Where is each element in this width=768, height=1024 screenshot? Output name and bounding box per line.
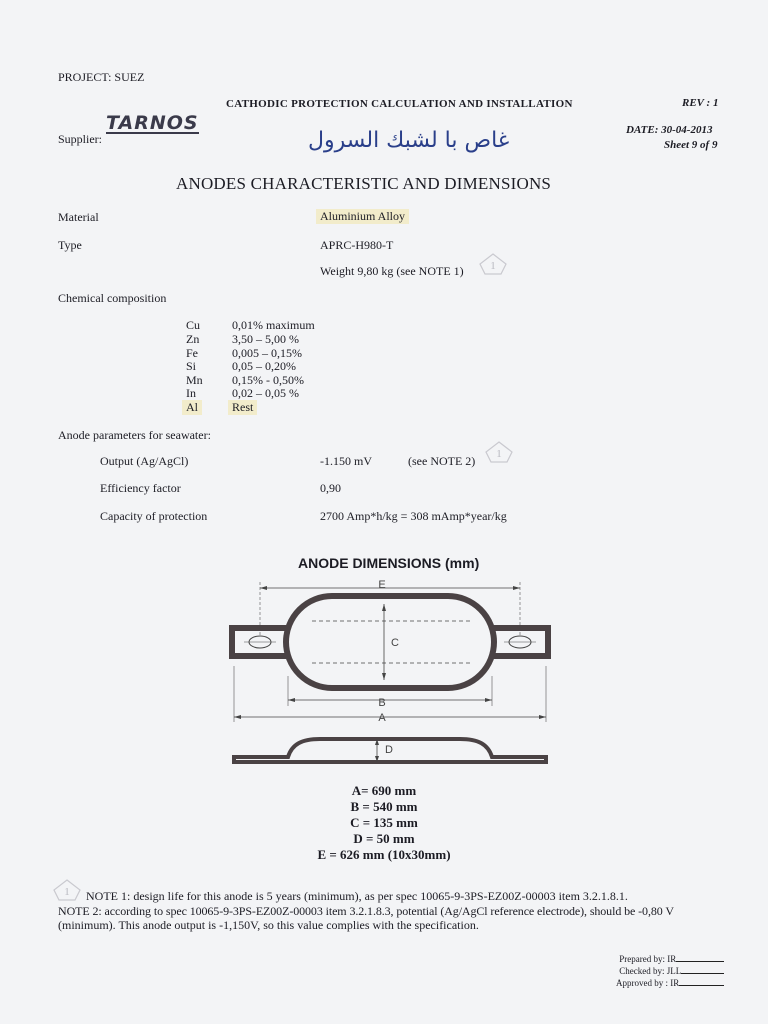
svg-text:1: 1 [496,448,502,460]
weight-value: Weight 9,80 kg (see NOTE 1) [320,264,464,278]
checked-by: Checked by: JLL [619,966,682,976]
type-value: APRC-H980-T [320,238,394,252]
capacity-label: Capacity of protection [100,509,208,523]
revision-triangle-icon [52,878,82,902]
revision-triangle-icon [484,440,514,464]
dimension-d: D = 50 mm [353,831,415,846]
element-value: 3,50 – 5,00 % [232,332,299,346]
element-symbol: In [186,386,196,400]
element-symbol: Zn [186,332,200,346]
label-a: A [378,712,386,724]
label-d: D [385,744,393,756]
prepared-by: Prepared by: IR [619,954,677,964]
date-label: DATE: 30-04-2013 [626,124,713,136]
label-b: B [378,697,386,709]
document-title: CATHODIC PROTECTION CALCULATION AND INSTALLATION [226,98,573,110]
revision-triangle-icon [478,252,508,276]
svg-text:1: 1 [64,886,70,898]
output-label: Output (Ag/AgCl) [100,454,189,468]
efficiency-value: 0,90 [320,481,341,495]
element-value: Rest [228,400,257,415]
dimension-e: E = 626 mm (10x30mm) [317,847,451,862]
anode-dimension-drawing [220,576,560,772]
anode-body-outline [286,596,494,688]
output-note: (see NOTE 2) [408,454,476,468]
approved-by: Approved by : IR [616,978,680,988]
note-1: NOTE 1: design life for this anode is 5 years (minimum), as per spec 10065-9-3PS-EZ00Z-00003 item 3.2.1.8.1. [86,889,628,903]
element-symbol: Al [182,400,202,415]
element-value: 0,02 – 0,05 % [232,386,299,400]
type-label: Type [58,238,82,252]
material-value: Aluminium Alloy [316,209,409,224]
sheet-label: Sheet 9 of 9 [664,139,718,151]
capacity-value: 2700 Amp*h/kg = 308 mAmp*year/kg [320,509,507,523]
element-symbol: Fe [186,346,198,360]
project-label: PROJECT: SUEZ [58,70,145,84]
anode-parameters-label: Anode parameters for seawater: [58,428,211,442]
efficiency-label: Efficiency factor [100,481,181,495]
element-value: 0,15% - 0,50% [232,373,304,387]
svg-text:1: 1 [490,260,496,272]
handwritten-note: غاص با لشبك السرول [308,128,510,153]
element-symbol: Mn [186,373,203,387]
chemical-composition-label: Chemical composition [58,291,167,305]
drawing-title: ANODE DIMENSIONS (mm) [298,555,480,571]
element-symbol: Si [186,359,197,373]
output-value: -1.150 mV [320,454,372,468]
tarnos-logo: TARNOS [106,112,199,134]
material-label: Material [58,210,99,224]
dimension-b: B = 540 mm [350,799,418,814]
element-value: 0,005 – 0,15% [232,346,302,360]
label-c: C [391,637,399,649]
dimension-c: C = 135 mm [350,815,418,830]
revision-label: REV : 1 [682,97,719,109]
element-symbol: Cu [186,318,201,332]
note-2-line-2: (minimum). This anode output is -1,150V, so this value complies with the specification. [58,918,479,932]
note-2-line-1: NOTE 2: according to spec 10065-9-3PS-EZ00Z-00003 item 3.2.1.8.3, potential (Ag/AgCl reference electrode), should be -0,80 V [58,904,674,918]
element-value: 0,05 – 0,20% [232,359,296,373]
element-value: 0,01% maximum [232,318,315,332]
supplier-label: Supplier: [58,132,102,146]
dimension-a: A= 690 mm [351,783,417,798]
page-title: ANODES CHARACTERISTIC AND DIMENSIONS [176,174,552,193]
label-e: E [378,579,386,591]
signature-block [616,953,724,989]
